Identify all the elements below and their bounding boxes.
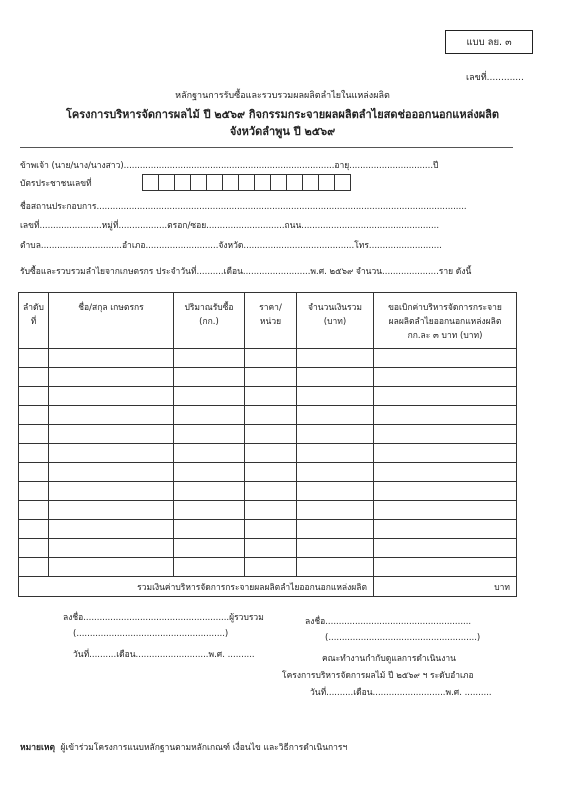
name-age-field[interactable]: ข้าพเจ้า (นาย/นาง/นางสาว)..............................................................................อายุ...............................ปี <box>20 161 439 171</box>
document-number: เลขที่............. <box>466 73 524 83</box>
table-cell[interactable] <box>19 558 49 577</box>
table-cell[interactable] <box>245 482 297 501</box>
id-digit-box[interactable] <box>174 174 191 191</box>
table-cell[interactable] <box>19 520 49 539</box>
table-cell[interactable] <box>297 406 374 425</box>
table-cell[interactable] <box>174 463 245 482</box>
note <box>20 740 347 754</box>
table-cell[interactable] <box>245 425 297 444</box>
committee-role-2: โครงการบริหารจัดการผลไม้ ปี ๒๕๖๙ ฯ ระดับอำเภอ <box>282 671 474 681</box>
table-cell[interactable] <box>245 349 297 368</box>
column-header-line: (กก.) <box>199 317 219 327</box>
table-cell[interactable] <box>245 444 297 463</box>
column-header <box>245 293 297 349</box>
total-row <box>19 577 517 597</box>
collector-signature[interactable]: ลงชื่อ......................................................ผู้รวบรวม <box>63 613 264 623</box>
title-line-1: หลักฐานการรับซื้อและรวบรวมผลผลิตลำไยในแหล่งผลิต <box>175 91 390 101</box>
table-cell[interactable] <box>297 387 374 406</box>
table-cell[interactable] <box>49 444 174 463</box>
table-cell[interactable] <box>49 558 174 577</box>
table-cell[interactable] <box>49 463 174 482</box>
note-text: ผู้เข้าร่วมโครงการแนบหลักฐานตามหลักเกณฑ์ เงื่อนไข และวิธีการดำเนินการฯ <box>60 743 348 753</box>
table-cell[interactable] <box>19 368 49 387</box>
table-header-row <box>19 293 517 349</box>
table-cell[interactable] <box>374 425 517 444</box>
table-cell[interactable] <box>245 539 297 558</box>
column-header <box>49 293 174 349</box>
column-header-line: ผลผลิตลำไยออกนอกแหล่งผลิต <box>388 317 502 327</box>
column-header-line: ราคา/ <box>259 303 282 313</box>
id-digit-box[interactable] <box>270 174 287 191</box>
table-row <box>19 425 517 444</box>
total-label: รวมเงินค่าบริหารจัดการกระจายผลผลิตลำไยออกนอกแหล่งผลิต <box>19 577 374 597</box>
table-cell[interactable] <box>374 520 517 539</box>
table-row <box>19 406 517 425</box>
table-cell[interactable] <box>174 368 245 387</box>
table-cell[interactable] <box>245 387 297 406</box>
total-unit: บาท <box>494 582 510 593</box>
table-row <box>19 387 517 406</box>
id-digit-box[interactable] <box>318 174 335 191</box>
table-cell[interactable] <box>245 520 297 539</box>
table-cell[interactable] <box>174 482 245 501</box>
column-header-line: ชื่อ/สกุล เกษตรกร <box>78 303 144 313</box>
column-header-line: หน่วย <box>259 317 282 327</box>
id-digit-box[interactable] <box>334 174 351 191</box>
table-cell[interactable] <box>297 520 374 539</box>
table-cell[interactable] <box>19 539 49 558</box>
table-cell[interactable] <box>49 501 174 520</box>
table-cell[interactable] <box>374 501 517 520</box>
column-header-line: (บาท) <box>323 317 347 327</box>
business-name-field[interactable]: ชื่อสถานประกอบการ......................................................................................................................................... <box>20 202 467 212</box>
table-cell[interactable] <box>374 387 517 406</box>
table-cell[interactable] <box>297 463 374 482</box>
column-header-line: ปริมาณรับซื้อ <box>184 303 234 313</box>
table-cell[interactable] <box>174 349 245 368</box>
table-cell[interactable] <box>19 387 49 406</box>
table-row <box>19 482 517 501</box>
id-digit-box[interactable] <box>142 174 159 191</box>
id-digit-box[interactable] <box>222 174 239 191</box>
table-cell[interactable] <box>374 539 517 558</box>
table-cell[interactable] <box>19 349 49 368</box>
table-cell[interactable] <box>245 501 297 520</box>
table-cell[interactable] <box>49 387 174 406</box>
form-code: แบบ ลย. ๓ <box>466 36 512 48</box>
column-header <box>374 293 517 349</box>
table-cell[interactable] <box>374 558 517 577</box>
table-cell[interactable] <box>19 444 49 463</box>
table-cell[interactable] <box>19 425 49 444</box>
table-cell[interactable] <box>174 501 245 520</box>
table-cell[interactable] <box>174 387 245 406</box>
table-cell[interactable] <box>297 501 374 520</box>
table-cell[interactable] <box>374 463 517 482</box>
collector-name[interactable]: (.......................................................) <box>73 629 229 639</box>
committee-date[interactable]: วันที่..........เดือน...........................พ.ศ. .......... <box>310 688 492 698</box>
address-field[interactable]: เลขที่.......................หมู่ที่..................ตรอก/ซอย.............................ถนน................................................... <box>20 221 440 231</box>
table-cell[interactable] <box>19 501 49 520</box>
table-cell[interactable] <box>49 406 174 425</box>
note-label: หมายเหตุ <box>20 743 55 753</box>
table-row <box>19 539 517 558</box>
table-cell[interactable] <box>174 406 245 425</box>
title-line-3: จังหวัดลำพูน ปี ๒๕๖๙ <box>229 125 336 138</box>
table-cell[interactable] <box>19 482 49 501</box>
collector-date[interactable]: วันที่..........เดือน...........................พ.ศ. .......... <box>73 650 255 660</box>
id-digit-box[interactable] <box>302 174 319 191</box>
purchase-table <box>18 292 517 597</box>
table-cell[interactable] <box>297 425 374 444</box>
table-cell[interactable] <box>374 406 517 425</box>
district-phone-field[interactable]: ตำบล..............................อำเภอ...........................จังหวัด.........................................โทร........................... <box>20 241 442 251</box>
table-row <box>19 520 517 539</box>
id-digit-box[interactable] <box>238 174 255 191</box>
table-cell[interactable] <box>49 349 174 368</box>
table-cell[interactable] <box>49 520 174 539</box>
column-header <box>297 293 374 349</box>
table-cell[interactable] <box>174 558 245 577</box>
table-cell[interactable] <box>49 368 174 387</box>
column-header-line: ลำดับ <box>23 303 44 313</box>
table-cell[interactable] <box>297 444 374 463</box>
table-cell[interactable] <box>245 406 297 425</box>
table-cell[interactable] <box>174 425 245 444</box>
table-cell[interactable] <box>297 558 374 577</box>
table-row <box>19 558 517 577</box>
table-cell[interactable] <box>49 482 174 501</box>
form-code-box <box>445 30 533 54</box>
table-cell[interactable] <box>49 539 174 558</box>
id-card-boxes[interactable] <box>143 174 351 191</box>
id-digit-box[interactable] <box>286 174 303 191</box>
id-digit-box[interactable] <box>254 174 271 191</box>
table-cell[interactable] <box>19 406 49 425</box>
table-cell[interactable] <box>245 558 297 577</box>
committee-name[interactable]: (.......................................................) <box>325 633 481 643</box>
table-cell[interactable] <box>297 482 374 501</box>
committee-signature[interactable]: ลงชื่อ...................................................... <box>305 617 472 627</box>
table-cell[interactable] <box>374 444 517 463</box>
table-cell[interactable] <box>174 539 245 558</box>
id-card-label: บัตรประชาชนเลขที่ <box>20 179 92 189</box>
title-line-2: โครงการบริหารจัดการผลไม้ ปี ๒๕๖๙ กิจกรรมกระจายผลผลิตลำไยสดช่อออกนอกแหล่งผลิต <box>65 108 500 121</box>
table-cell[interactable] <box>297 368 374 387</box>
total-value-cell[interactable] <box>374 577 517 597</box>
table-row <box>19 501 517 520</box>
table-row <box>19 349 517 368</box>
table-cell[interactable] <box>297 539 374 558</box>
column-header-line: กก.ละ ๓ บาท (บาท) <box>407 331 483 341</box>
table-cell[interactable] <box>19 463 49 482</box>
table-cell[interactable] <box>174 444 245 463</box>
table-cell[interactable] <box>297 349 374 368</box>
purchase-date-field[interactable]: รับซื้อและรวบรวมลำไยจากเกษตรกร ประจำวันที่..........เดือน.........................พ.ศ. ๒๕๖๙ จำนวน.....................ราย ดังนี้ <box>20 267 472 277</box>
id-digit-box[interactable] <box>206 174 223 191</box>
table-cell[interactable] <box>374 482 517 501</box>
column-header <box>174 293 245 349</box>
column-header <box>19 293 49 349</box>
column-header-line: ขอเบิกค่าบริหารจัดการกระจาย <box>388 303 502 313</box>
table-cell[interactable] <box>174 520 245 539</box>
table-cell[interactable] <box>374 368 517 387</box>
table-row <box>19 444 517 463</box>
id-digit-box[interactable] <box>190 174 207 191</box>
table-row <box>19 463 517 482</box>
id-digit-box[interactable] <box>158 174 175 191</box>
column-header-line: ที่ <box>30 317 37 327</box>
table-cell[interactable] <box>374 349 517 368</box>
title-divider <box>20 147 513 148</box>
table-cell[interactable] <box>245 463 297 482</box>
committee-role-1: คณะทำงานกำกับดูแลการดำเนินงาน <box>322 654 456 664</box>
table-cell[interactable] <box>245 368 297 387</box>
column-header-line: จำนวนเงินรวม <box>308 303 362 313</box>
table-row <box>19 368 517 387</box>
table-cell[interactable] <box>49 425 174 444</box>
